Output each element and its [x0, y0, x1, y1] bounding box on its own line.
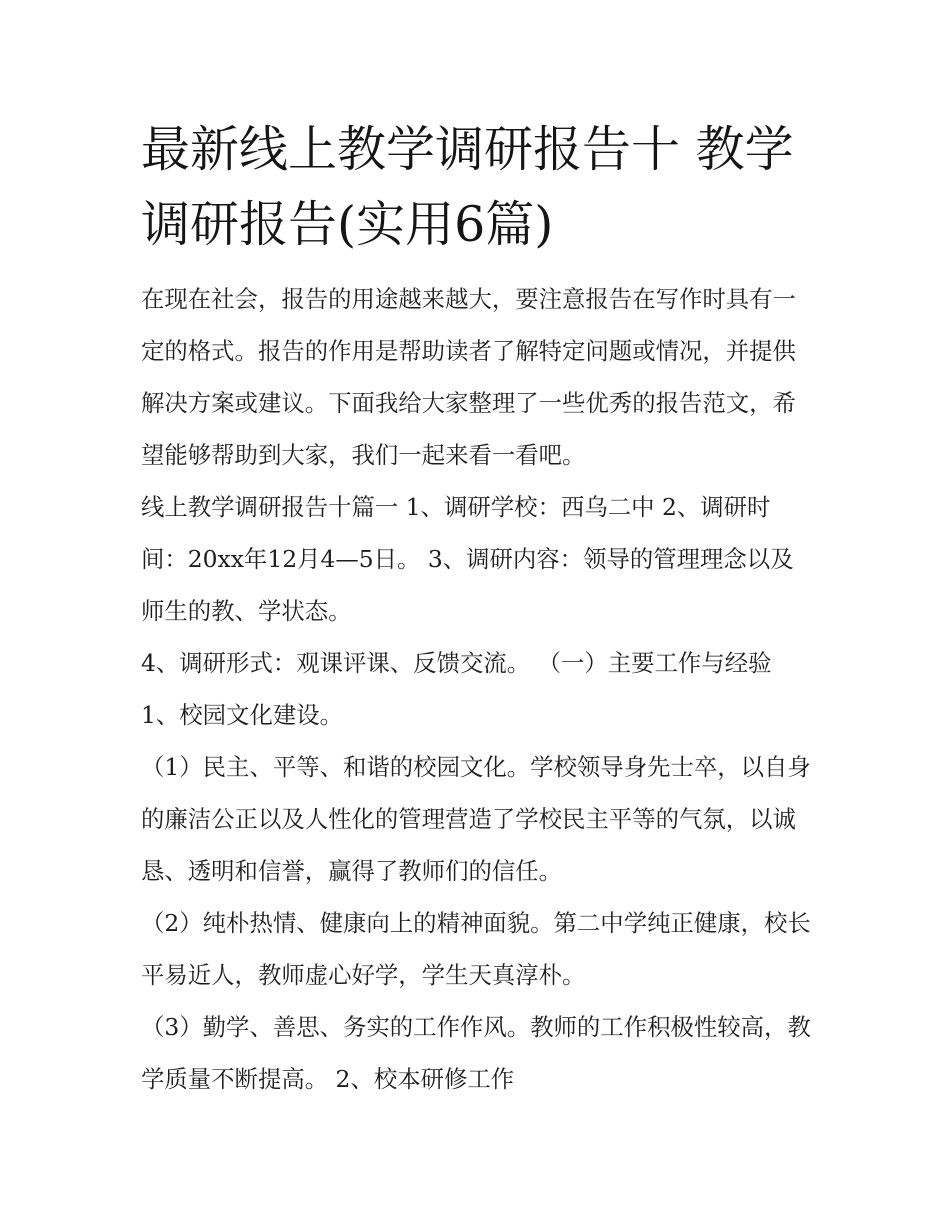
paragraph-item-2: （2）纯朴热情、健康向上的精神面貌。第二中学纯正健康，校长平易近人，教师虚心好学，学生天真淳朴。 — [141, 909, 811, 989]
document-title: 最新线上教学调研报告十 教学调研报告(实用6篇) — [141, 121, 794, 253]
paragraph-item-1: （1）民主、平等、和谐的校园文化。学校领导身先士卒，以自身的廉洁公正以及人性化的管理营造了学校民主平等的气氛，以诚恳、透明和信誉，赢得了教师们的信任。 — [141, 753, 811, 885]
paragraph-research-form: 4、调研形式：观课评课、反馈交流。 （一）主要工作与经验 1、校园文化建设。 — [141, 649, 772, 729]
paragraph-item-3: （3）勤学、善思、务实的工作作风。教师的工作积极性较高，教学质量不断提高。 2、校本研修工作 — [141, 1013, 811, 1093]
paragraph-list — [141, 273, 813, 1105]
document-body — [141, 112, 813, 1105]
intro-paragraph: 在现在社会，报告的用途越来越大，要注意报告在写作时具有一定的格式。报告的作用是帮助读者了解特定问题或情况，并提供解决方案或建议。下面我给大家整理了一些优秀的报告范文，希望能够帮助到大家，我们一起来看一看吧。 — [141, 285, 796, 469]
paragraph-research-info: 线上教学调研报告十篇一 1、调研学校：西乌二中 2、调研时间：20xx年12月4—5日。 3、调研内容：领导的管理理念以及师生的教、学状态。 — [141, 493, 794, 625]
